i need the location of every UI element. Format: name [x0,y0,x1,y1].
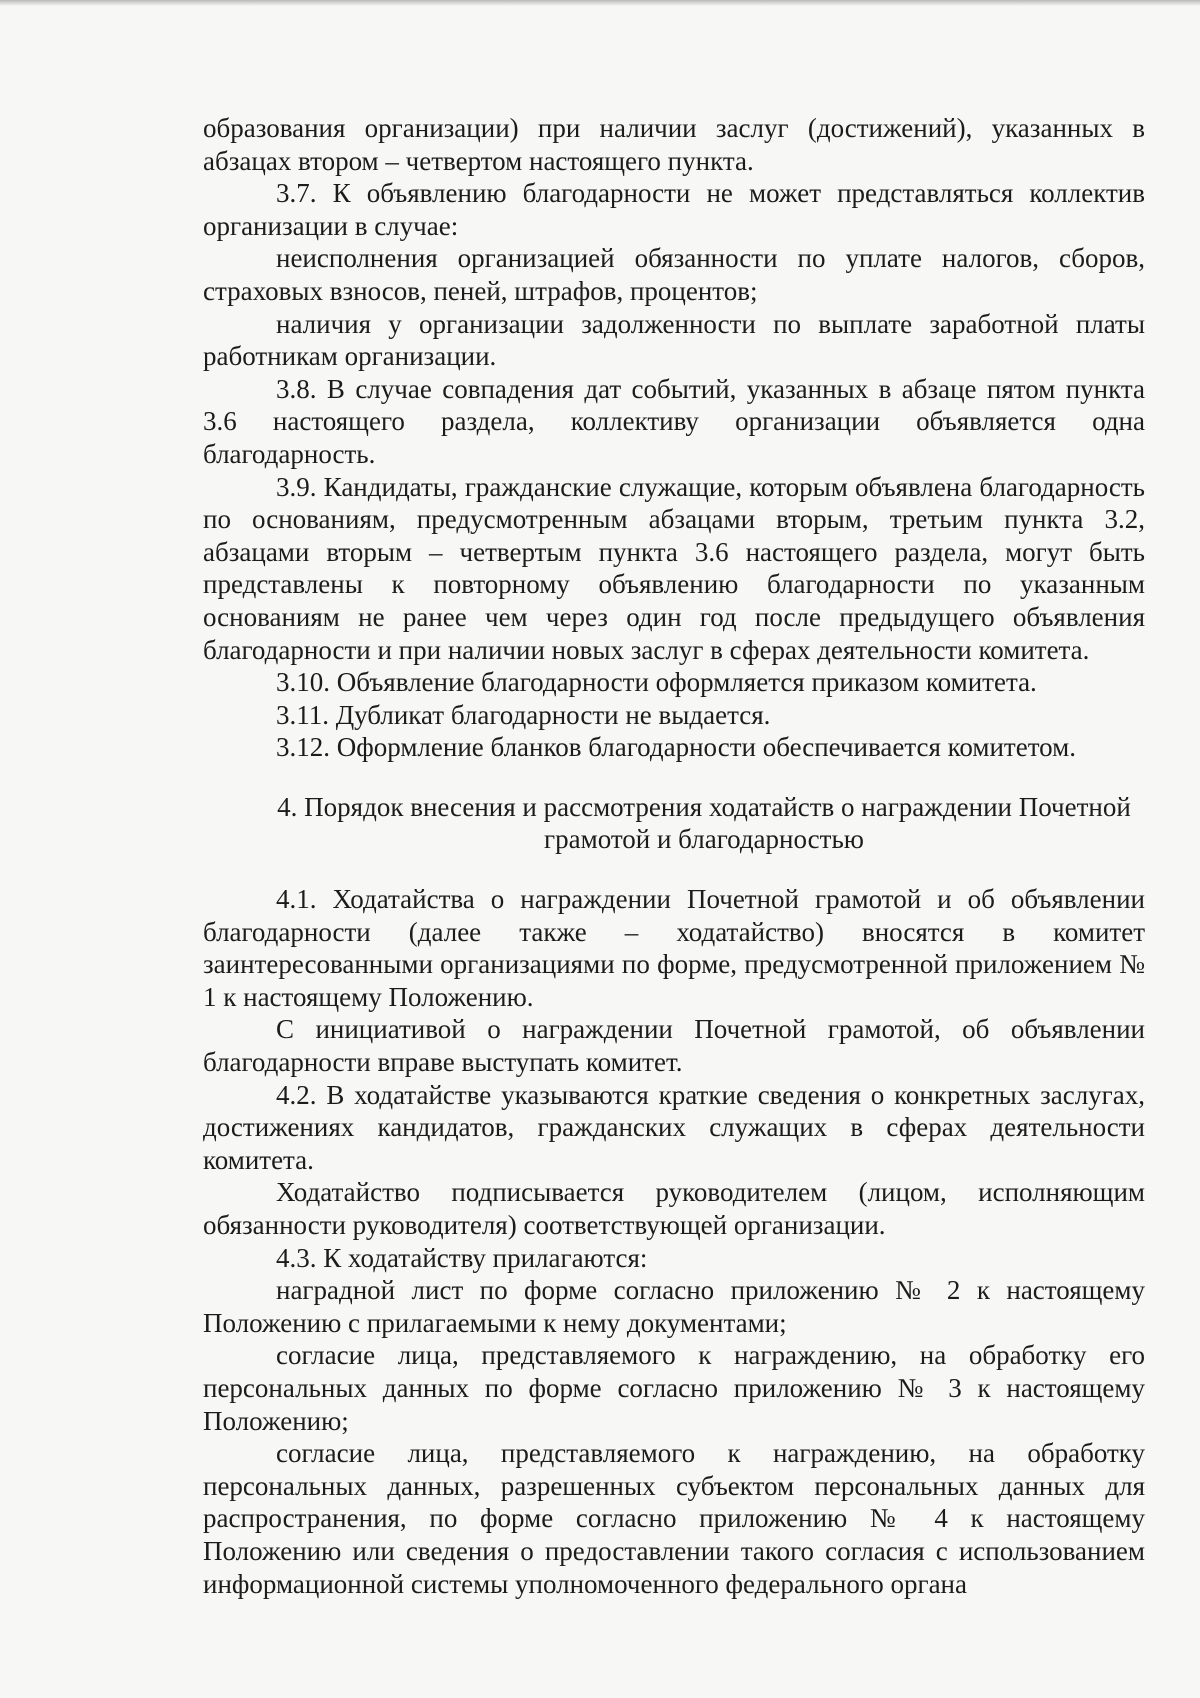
paragraph-3-7-item-2: наличия у организации задолженности по выплате заработной платы работникам организации. [203,308,1145,372]
paragraph-3-8: 3.8. В случае совпадения дат событий, указанных в абзаце пятом пункта 3.6 настоящего раздела, коллективу организации объявляется одна благодарность. [203,373,1145,469]
paragraph-continuation: образования организации) при наличии заслуг (достижений), указанных в абзацах втором – четвертом настоящего пункта. [203,113,1145,176]
document-body [203,112,1145,1600]
paragraph-4-2-signature: Ходатайство подписывается руководителем (лицом, исполняющим обязанности руководителя) соответствующей организации. [203,1177,1145,1240]
paragraph-3-11: 3.11. Дубликат благодарности не выдается. [276,699,771,730]
paragraph-4-3: 4.3. К ходатайству прилагаются: [276,1242,648,1273]
paragraph-4-1: 4.1. Ходатайства о награждении Почетной грамотой и об объявлении благодарности (далее также – ходатайство) вносятся в комитет заинтересованными организациями по форме, предусмотренной приложением № 1 к настоящему Положению. [203,884,1145,1012]
paragraph-3-12: 3.12. Оформление бланков благодарности обеспечивается комитетом. [276,732,1076,763]
paragraph-4-1-initiative: С инициативой о награждении Почетной грамотой, об объявлении благодарности вправе выступать комитет. [203,1014,1145,1078]
paragraph-3-9: 3.9. Кандидаты, гражданские служащие, которым объявлена благодарность по основаниям, предусмотренным абзацами вторым, третьим пункта 3.2, абзацами вторым – четвертым пункта 3.6 настоящего раздела, могут быть представлены к повторному объявлению благодарности по указанным основаниям не ранее чем через один год после предыдущего объявления благодарности и при наличии новых заслуг в сферах деятельности комитета. [203,471,1145,665]
paragraph-4-3-item-3: согласие лица, представляемого к награждению, на обработку персональных данных, разрешенных субъектом персональных данных для распространения, по форме согласно приложению № 4 к настоящему Положению или сведения о предоставлении такого согласия с использованием информационной системы уполномоченного федерального органа [203,1438,1145,1599]
paragraph-4-3-item-2: согласие лица, представляемого к награждению, на обработку его персональных данных по форме согласно приложению № 3 к настоящему Положению; [203,1340,1145,1436]
paragraph-3-7: 3.7. К объявлению благодарности не может представляться коллектив организации в случае: [203,178,1145,241]
paragraph-4-2: 4.2. В ходатайстве указываются краткие сведения о конкретных заслугах, достижениях кандидатов, гражданских служащих в сферах деятельности комитета. [203,1079,1145,1175]
paragraph-3-7-item-1: неисполнения организацией обязанности по уплате налогов, сборов, страховых взносов, пеней, штрафов, процентов; [203,243,1145,306]
scan-top-edge [0,0,1200,6]
paragraph-4-3-item-1: наградной лист по форме согласно приложению № 2 к настоящему Положению с прилагаемыми к нему документами; [203,1275,1145,1338]
section-4-heading: 4. Порядок внесения и рассмотрения ходатайств о награждении Почетной грамотой и благодарностью [277,791,1131,855]
paragraph-3-10: 3.10. Объявление благодарности оформляется приказом комитета. [276,667,1037,698]
